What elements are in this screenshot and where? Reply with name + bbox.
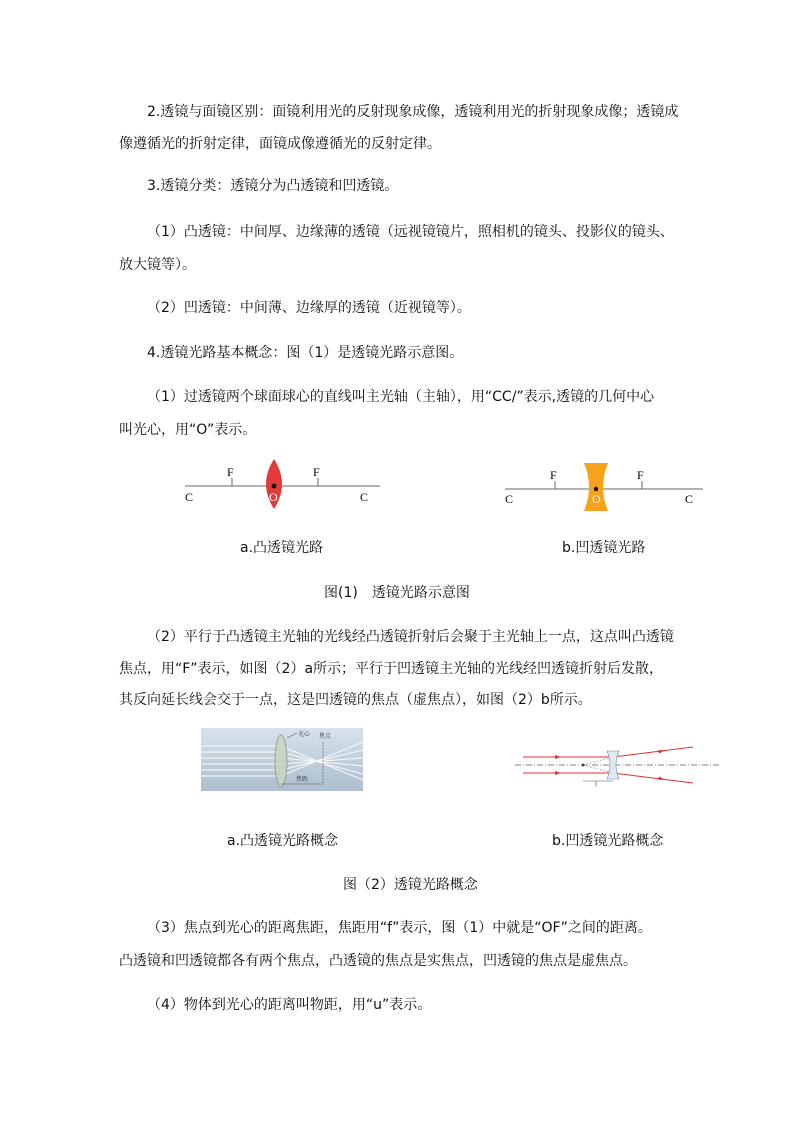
para-principal-axis-2: 叫光心，用“O”表示。 bbox=[119, 422, 257, 438]
photo-label-focus: 焦点 bbox=[319, 734, 332, 740]
para-lens-mirror-diff-2: 像遵循光的折射定律，面镜成像遵循光的反射定律。 bbox=[119, 136, 441, 152]
para-focus-3: 其反向延长线会交于一点，这是凹透镜的焦点（虚焦点），如图（2）b所示。 bbox=[119, 692, 592, 708]
center-label-right: C bbox=[685, 492, 694, 506]
para-basic-concepts: 4.透镜光路基本概念：图（1）是透镜光路示意图。 bbox=[147, 345, 464, 361]
figure2-caption-b: b.凹透镜光路概念 bbox=[552, 833, 664, 849]
para-convex-lens-1: （1）凸透镜：中间厚、边缘薄的透镜（远视镜镜片，照相机的镜头、投影仪的镜头、 bbox=[147, 224, 674, 240]
para-concave-lens: （2）凹透镜：中间薄、边缘厚的透镜（近视镜等）。 bbox=[147, 300, 471, 316]
focus-label-left: F bbox=[227, 465, 234, 479]
figure2-title: 图（2）透镜光路概念 bbox=[343, 877, 478, 893]
figure2-caption-a: a.凸透镜光路概念 bbox=[227, 833, 339, 849]
optical-center-label: O bbox=[592, 492, 601, 506]
figure1-caption-b: b.凹透镜光路 bbox=[562, 540, 646, 556]
center-label-left: C bbox=[185, 490, 194, 504]
concave-lens-ray-diagram bbox=[515, 745, 720, 787]
para-focal-length-2: 凸透镜和凹透镜都各有两个焦点，凸透镜的焦点是实焦点，凹透镜的焦点是虚焦点。 bbox=[119, 953, 637, 969]
focal-length-label: f bbox=[595, 782, 597, 787]
focus-label-right: F bbox=[637, 468, 644, 482]
arrowhead-lower-incident bbox=[555, 771, 561, 775]
para-focus-2: 焦点，用“F”表示，如图（2）a所示；平行于凹透镜主光轴的光线经凹透镜折射后发散， bbox=[119, 661, 664, 677]
center-label-right: C bbox=[360, 490, 369, 504]
convex-lens-photo bbox=[201, 728, 363, 791]
virtual-focus-dot bbox=[582, 764, 585, 767]
para-focus-1: （2）平行于凸透镜主光轴的光线经凸透镜折射后会聚于主光轴上一点，这点叫凸透镜 bbox=[147, 629, 674, 645]
photo-label-focal-length: 焦距 bbox=[296, 777, 309, 783]
para-focal-length-1: （3）焦点到光心的距离焦距，焦距用“f”表示，图（1）中就是“OF”之间的距离。 bbox=[147, 920, 652, 936]
para-object-distance: （4）物体到光心的距离叫物距，用“u”表示。 bbox=[147, 997, 432, 1013]
focus-label-left: F bbox=[550, 468, 557, 482]
para-principal-axis-1: （1）过透镜两个球面球心的直线叫主光轴（主轴），用“CC/”表示,透镜的几何中心 bbox=[147, 389, 655, 405]
photo-label-lens: 光心 bbox=[298, 732, 311, 738]
arrowhead-lower-diverging bbox=[658, 777, 665, 781]
convex-lens-glass bbox=[275, 735, 287, 787]
optical-center-dot bbox=[594, 487, 598, 491]
optical-center-label: O bbox=[269, 490, 278, 504]
para-convex-lens-2: 放大镜等）。 bbox=[119, 257, 196, 273]
convex-lens-diagram bbox=[180, 458, 390, 510]
para-lens-mirror-diff-1: 2.透镜与面镜区别：面镜利用光的反射现象成像，透镜利用光的折射现象成像；透镜成 bbox=[147, 104, 679, 120]
para-lens-classification: 3.透镜分类：透镜分为凸透镜和凹透镜。 bbox=[147, 178, 399, 194]
figure1-title: 图(1) 透镜光路示意图 bbox=[324, 585, 470, 601]
concave-lens-diagram bbox=[503, 461, 708, 513]
arrowhead-upper-incident bbox=[555, 755, 561, 759]
figure1-caption-a: a.凸透镜光路 bbox=[240, 540, 324, 556]
optical-center-dot bbox=[272, 484, 277, 489]
center-label-left: C bbox=[505, 492, 514, 506]
arrowhead-upper-diverging bbox=[658, 750, 665, 754]
focus-label-right: F bbox=[313, 465, 320, 479]
